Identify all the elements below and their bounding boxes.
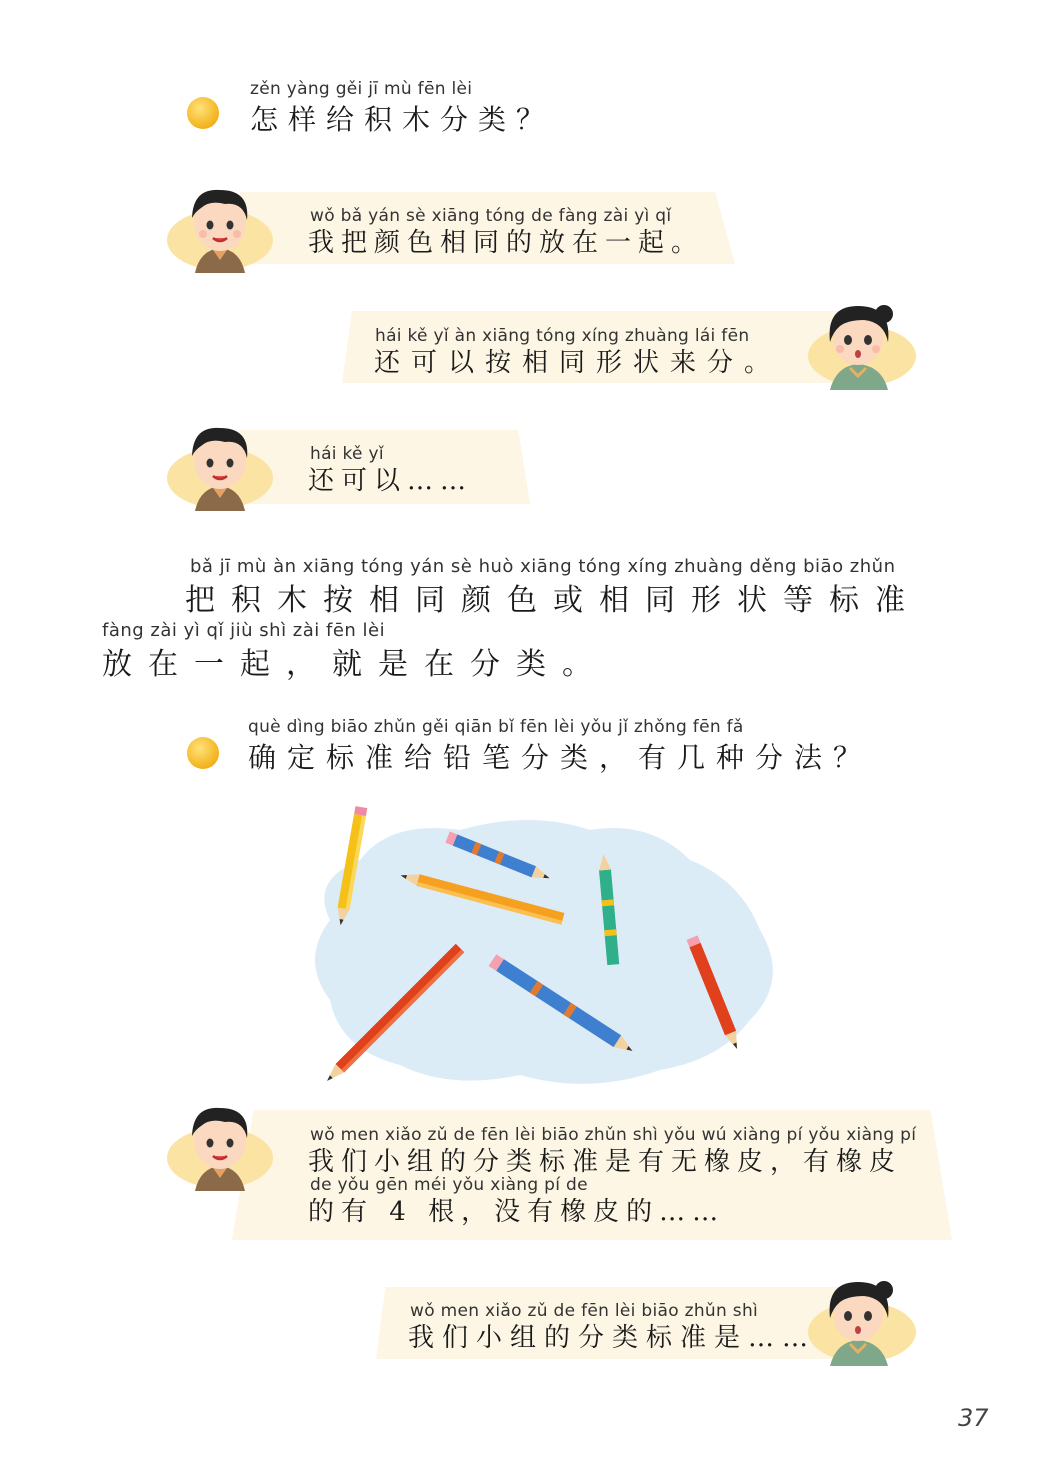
d4-line2-text: 的有 4 根，没有橡皮的…… (308, 1197, 726, 1227)
girl-avatar (800, 1268, 918, 1366)
q2-pinyin: què dìng biāo zhǔn gěi qiān bǐ fēn lèi yǒu jǐ zhǒng fēn fǎ (248, 717, 744, 737)
d3-pinyin: hái kě yǐ (310, 444, 384, 464)
d5-pinyin: wǒ men xiǎo zǔ de fēn lèi biāo zhǔn shì (410, 1301, 759, 1321)
d2-pinyin: hái kě yǐ àn xiāng tóng xíng zhuàng lái fēn (375, 326, 750, 346)
d1-pinyin: wǒ bǎ yán sè xiāng tóng de fàng zài yì qǐ (310, 206, 672, 226)
para-line1-pinyin: bǎ jī mù àn xiāng tóng yán sè huò xiāng tóng xíng zhuàng děng biāo zhǔn (190, 556, 896, 577)
q2-text: 确定标准给铅笔分类，有几种分法？ (248, 741, 873, 774)
d4-line1-pinyin: wǒ men xiǎo zǔ de fēn lèi biāo zhǔn shì yǒu wú xiàng pí yǒu xiàng pí (310, 1125, 917, 1145)
bullet-dot-icon (187, 737, 219, 769)
boy-avatar (165, 178, 280, 273)
d4-line2-pinyin: de yǒu gēn méi yǒu xiàng pí de (310, 1175, 588, 1195)
para-line2-text: 放在一起，就是在分类。 (102, 647, 608, 682)
q1-pinyin: zěn yàng gěi jī mù fēn lèi (250, 79, 473, 99)
girl-avatar (800, 292, 918, 390)
page-number: 37 (958, 1404, 989, 1432)
d4-line1-text: 我们小组的分类标准是有无橡皮，有橡皮 (308, 1147, 903, 1177)
d3-text: 还可以…… (308, 466, 474, 496)
boy-avatar (165, 416, 280, 511)
para-line2-pinyin: fàng zài yì qǐ jiù shì zài fēn lèi (102, 620, 386, 641)
para-line1-text: 把积木按相同颜色或相同形状等标准 (185, 583, 921, 618)
d2-text: 还可以按相同形状来分。 (374, 348, 782, 378)
q1-text: 怎样给积木分类？ (250, 103, 555, 136)
bullet-dot-icon (187, 97, 219, 129)
boy-avatar (165, 1096, 280, 1191)
d1-text: 我把颜色相同的放在一起。 (308, 228, 705, 258)
d5-text: 我们小组的分类标准是…… (408, 1323, 817, 1353)
pencils-illustration (290, 800, 790, 1090)
